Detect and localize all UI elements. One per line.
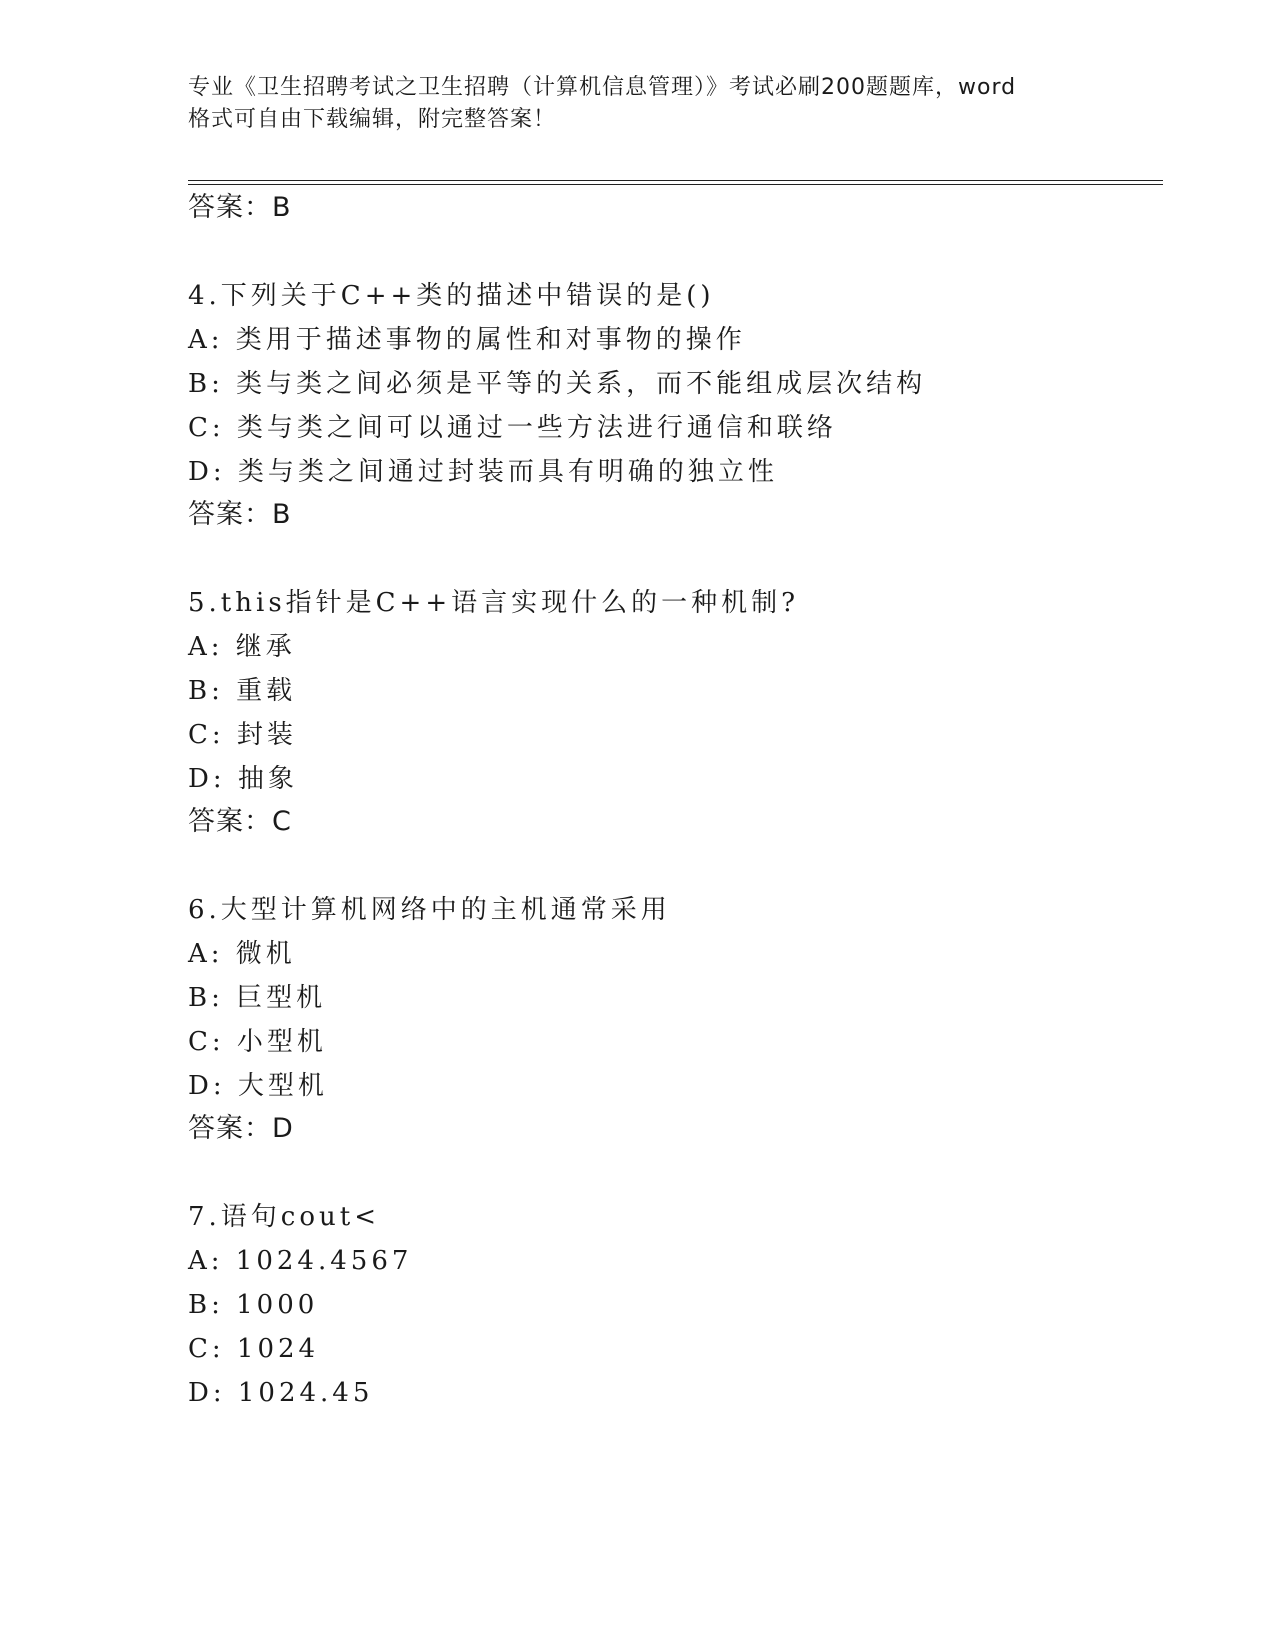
question-5-option-a: A: 继承 [188,632,296,662]
header-line-2: 格式可自由下载编辑，附完整答案！ [188,107,557,132]
header-divider-top [188,180,1163,181]
answer-q5: 答案：C [188,806,292,837]
question-6-option-b: B: 巨型机 [188,983,327,1013]
answer-q3: 答案：B [188,192,292,223]
question-6-stem: 6.大型计算机网络中的主机通常采用 [188,895,671,925]
question-5-option-b: B: 重载 [188,676,297,706]
question-4-option-b: B: 类与类之间必须是平等的关系，而不能组成层次结构 [188,369,927,399]
answer-q6: 答案：D [188,1113,294,1144]
question-7-stem: 7.语句cout< [188,1202,381,1232]
question-4-option-a: A: 类用于描述事物的属性和对事物的操作 [188,325,746,355]
question-6-option-d: D: 大型机 [188,1071,328,1101]
document-header [188,72,1088,136]
question-4-stem: 4.下列关于C++类的描述中错误的是() [188,281,715,311]
question-7-option-b: B: 1000 [188,1290,319,1320]
question-5-option-d: D: 抽象 [188,764,298,794]
question-6-option-a: A: 微机 [188,939,296,969]
header-line-1: 专业《卫生招聘考试之卫生招聘（计算机信息管理）》考试必刷200题题库，word [188,75,1017,100]
header-divider-bottom [188,184,1163,185]
question-7-option-a: A: 1024.4567 [188,1246,413,1276]
question-6-option-c: C: 小型机 [188,1027,327,1057]
question-7-option-c: C: 1024 [188,1334,320,1364]
question-5-stem: 5.this指针是C++语言实现什么的一种机制? [188,588,800,618]
question-4-option-c: C: 类与类之间可以通过一些方法进行通信和联络 [188,413,837,443]
question-5-option-c: C: 封装 [188,720,297,750]
question-4-option-d: D: 类与类之间通过封装而具有明确的独立性 [188,457,778,487]
answer-q4: 答案：B [188,499,292,530]
question-7-option-d: D: 1024.45 [188,1378,374,1408]
